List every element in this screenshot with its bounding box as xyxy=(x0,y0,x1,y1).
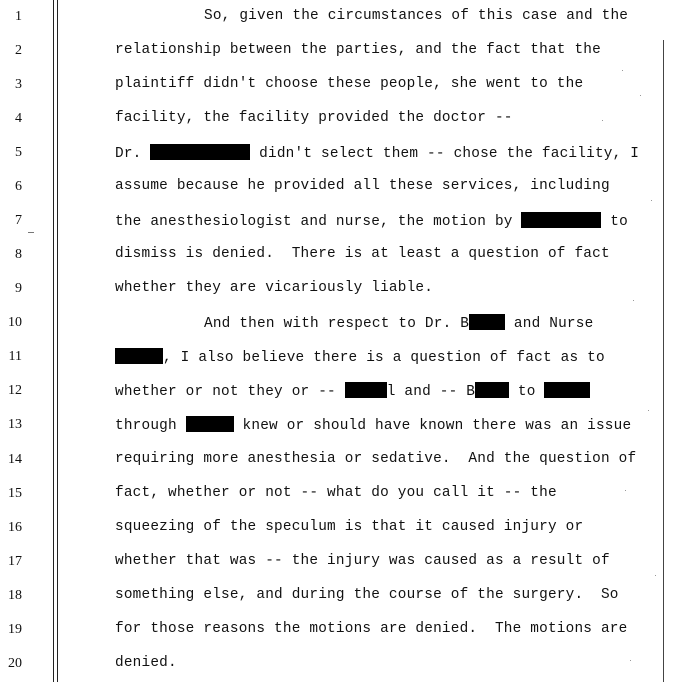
line-text-segment: didn't select them -- chose the facility, I xyxy=(250,146,640,162)
line-text-segment: whether or not they or -- xyxy=(115,384,345,400)
line-number: 9 xyxy=(15,281,22,296)
line-text-segment: whether they are vicariously liable. xyxy=(115,280,434,296)
line-text-segment: through xyxy=(115,418,186,434)
line-number: 10 xyxy=(8,315,22,330)
scan-speck xyxy=(651,200,652,201)
line-text-segment: the anesthesiologist and nurse, the motion by xyxy=(115,214,522,230)
transcript-line xyxy=(204,314,593,332)
line-text-segment: And then with respect to Dr. B xyxy=(204,316,470,332)
transcript-line xyxy=(115,621,627,637)
redaction-bar xyxy=(521,212,601,228)
line-number: 13 xyxy=(8,417,22,432)
transcript-line xyxy=(204,8,628,24)
transcript-line xyxy=(115,348,605,366)
transcript-line xyxy=(115,76,583,92)
scan-speck xyxy=(630,660,631,661)
transcript-line xyxy=(115,519,583,535)
line-number: 7 xyxy=(15,213,22,228)
line-number: 3 xyxy=(15,77,22,92)
line-text-segment: l and -- B xyxy=(386,384,476,400)
right-margin-rule xyxy=(663,40,664,682)
line-text-segment: So, given the circumstances of this case and the xyxy=(204,8,629,24)
line-number: 19 xyxy=(8,622,22,637)
transcript-line xyxy=(115,110,513,126)
scan-speck xyxy=(625,490,626,491)
scan-speck xyxy=(622,70,623,71)
transcript-line xyxy=(115,280,433,296)
line-number: 5 xyxy=(15,145,22,160)
scan-speck xyxy=(602,120,603,121)
line-number: 18 xyxy=(8,588,22,603)
line-number: 12 xyxy=(8,383,22,398)
line-text-segment: , I also believe there is a question of fact as to xyxy=(163,350,605,366)
line-number: 4 xyxy=(15,111,22,126)
line-number: 8 xyxy=(15,247,22,262)
redaction-bar xyxy=(475,382,509,398)
line-text-segment: requiring more anesthesia or sedative. And the question of xyxy=(115,451,637,467)
line-number: 1 xyxy=(15,9,22,24)
redaction-bar xyxy=(115,348,163,364)
line-text-segment: fact, whether or not -- what do you call it -- the xyxy=(115,485,557,501)
redaction-bar xyxy=(544,382,590,398)
transcript-line xyxy=(115,212,628,230)
line-number: 2 xyxy=(15,43,22,58)
scan-speck xyxy=(640,95,641,96)
line-text-segment: relationship between the parties, and the fact that the xyxy=(115,42,601,58)
redaction-bar xyxy=(186,416,234,432)
line-text-segment: knew or should have known there was an issue xyxy=(233,418,632,434)
line-text-segment: to xyxy=(601,214,628,230)
line-number: 6 xyxy=(15,179,22,194)
line-number: 17 xyxy=(8,554,22,569)
scan-speck xyxy=(648,410,649,411)
line-text-segment: Dr. xyxy=(115,146,151,162)
transcript-line xyxy=(115,416,631,434)
redaction-bar xyxy=(469,314,505,330)
line-number: 14 xyxy=(8,452,22,467)
transcript-line xyxy=(115,144,639,162)
line-number: 16 xyxy=(8,520,22,535)
transcript-line xyxy=(115,587,619,603)
line-text-segment: for those reasons the motions are denied. The motions are xyxy=(115,621,628,637)
line-number: 20 xyxy=(8,656,22,671)
line-number: 11 xyxy=(8,349,22,364)
line-text-segment: to xyxy=(509,384,545,400)
line-text-segment: dismiss is denied. There is at least a question of fact xyxy=(115,246,610,262)
redaction-bar xyxy=(150,144,250,160)
line-text-segment: assume because he provided all these services, including xyxy=(115,178,610,194)
margin-tick-mark xyxy=(28,232,34,233)
line-text-segment: plaintiff didn't choose these people, she went to the xyxy=(115,76,584,92)
left-margin-rule xyxy=(53,0,54,682)
redaction-bar xyxy=(345,382,387,398)
transcript-line xyxy=(115,382,590,400)
line-text-segment: something else, and during the course of the surgery. So xyxy=(115,587,619,603)
transcript-line xyxy=(115,451,636,467)
transcript-line xyxy=(115,42,601,58)
line-text-segment: whether that was -- the injury was caused as a result of xyxy=(115,553,610,569)
transcript-line xyxy=(115,655,177,671)
left-margin-rule-inner xyxy=(57,0,58,682)
transcript-line xyxy=(115,485,557,501)
transcript-line xyxy=(115,246,610,262)
transcript-line xyxy=(115,178,610,194)
line-number: 15 xyxy=(8,486,22,501)
transcript-line xyxy=(115,553,610,569)
line-text-segment: denied. xyxy=(115,655,177,671)
scan-speck xyxy=(633,300,634,301)
scan-speck xyxy=(655,575,656,576)
line-text-segment: squeezing of the speculum is that it caused injury or xyxy=(115,519,584,535)
line-text-segment: and Nurse xyxy=(505,316,594,332)
line-text-segment: facility, the facility provided the doctor -- xyxy=(115,110,513,126)
